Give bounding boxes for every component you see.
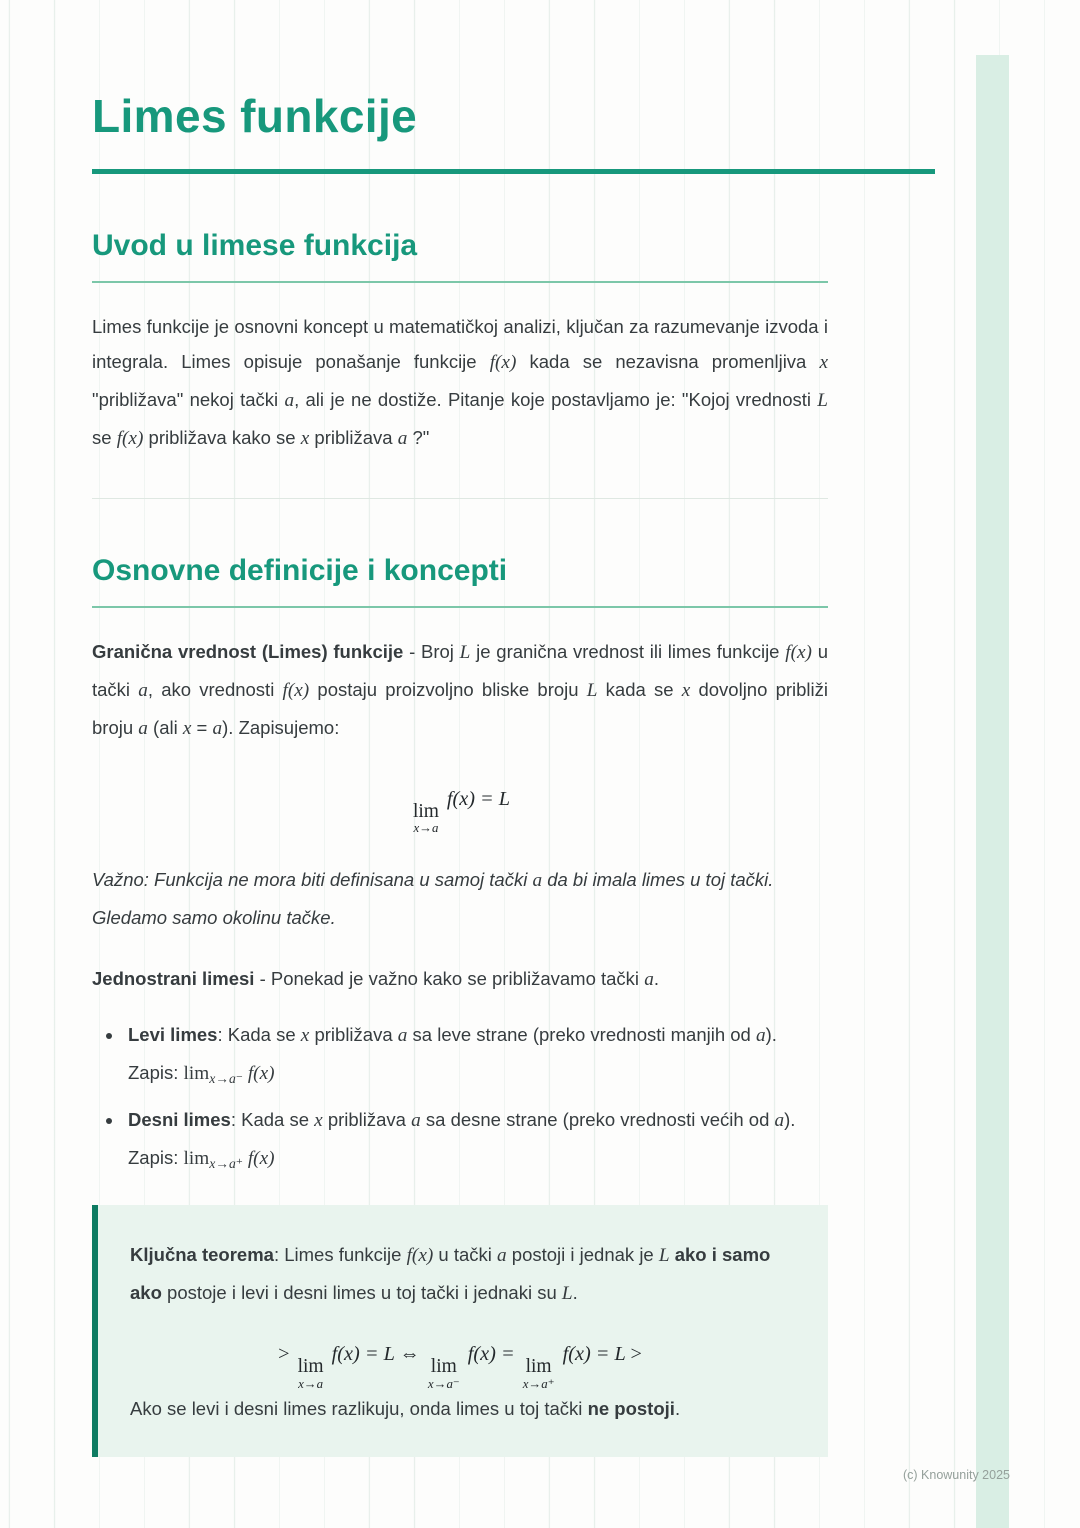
text-segment: x <box>300 428 310 450</box>
text-segment: ⇔ <box>399 1343 425 1366</box>
text-segment: Ako se levi i desni limes razlikuju, onda limes u toj tački <box>130 1398 588 1420</box>
text-segment: : Kada se <box>230 1109 315 1131</box>
text-segment: f(x) = <box>462 1343 520 1366</box>
limit-operator: lim x→a⁺ <box>522 1356 555 1391</box>
text-segment: f(x) <box>282 680 310 702</box>
text-segment: sa desne strane (preko vrednosti većih od <box>420 1109 775 1131</box>
definition-paragraph <box>92 634 828 748</box>
text-segment: x→a⁺ <box>209 1155 244 1171</box>
text-segment: Jednostrani limesi <box>92 968 255 990</box>
text-segment: Granična vrednost (Limes) funkcije <box>92 641 404 663</box>
text-segment: a <box>284 390 295 412</box>
text-segment: a <box>397 428 408 450</box>
text-segment: a <box>138 680 148 702</box>
list-item-levi-limes <box>124 1017 828 1092</box>
text-segment: , ali je ne dostiže. Pitanje koje postavljamo je: "Kojoj vrednosti <box>294 389 818 411</box>
text-segment: a <box>644 969 654 991</box>
text-segment: L <box>817 390 828 412</box>
text-segment: Desni limes <box>128 1109 231 1131</box>
text-segment: ?" <box>407 427 430 449</box>
text-segment: x <box>819 352 828 374</box>
text-segment: f(x) <box>406 1245 434 1267</box>
text-segment: . <box>674 1398 681 1420</box>
text-segment: > <box>630 1343 642 1366</box>
text-segment: u tački <box>433 1244 498 1266</box>
text-segment: u tački <box>92 641 828 701</box>
text-segment: f(x) <box>785 642 812 664</box>
jednostrani-paragraph <box>92 961 828 999</box>
text-segment: postaju proizvoljno bliske broju <box>309 679 587 701</box>
text-segment: a <box>497 1245 507 1267</box>
text-segment: Ključna teorema <box>130 1244 274 1266</box>
text-segment: se <box>92 427 117 449</box>
limit-formula-display <box>92 788 828 836</box>
text-segment: a <box>138 718 148 740</box>
limit-operator: lim x→a <box>412 801 439 836</box>
text-segment: lim <box>183 1147 210 1169</box>
title-underline-rule <box>92 169 935 174</box>
limits-list <box>92 1017 828 1177</box>
text-segment: a <box>397 1025 408 1047</box>
text-segment: (ali <box>147 717 183 739</box>
text-segment: približava <box>309 1024 398 1046</box>
text-segment: da bi imala limes u toj tački. Gledamo samo okolinu tačke. <box>92 869 774 928</box>
section-heading-uvod: Uvod u limese funkcija <box>92 228 828 283</box>
text-segment: L <box>459 642 471 664</box>
text-segment: postoje i levi i desni limes u toj tački i jednaki su <box>161 1282 562 1304</box>
text-segment: : Kada se <box>217 1024 301 1046</box>
text-segment: L <box>658 1245 670 1267</box>
text-segment: lim <box>183 1062 210 1084</box>
right-margin-strip <box>976 55 1009 1528</box>
text-segment: sa leve strane (preko vrednosti manjih od <box>407 1024 756 1046</box>
text-segment: , ako vrednosti <box>147 679 283 701</box>
callout-conclusion <box>130 1391 790 1427</box>
text-segment: a <box>212 718 223 740</box>
text-segment: - Broj <box>403 641 460 663</box>
text-segment: postoji i jednak je <box>506 1244 659 1266</box>
text-segment: f(x) = L <box>326 1343 400 1366</box>
text-segment: Važno: Funkcija ne mora biti definisana u samoj tački <box>92 869 533 890</box>
text-segment: = <box>191 717 213 739</box>
text-segment: "približava" nekoj tački <box>92 389 285 411</box>
text-segment: ako i samo ako <box>130 1244 771 1304</box>
text-segment: f(x) <box>489 352 517 374</box>
page-title: Limes funkcije <box>92 90 418 142</box>
text-segment: . <box>653 968 659 990</box>
limit-operator: lim x→a⁻ <box>427 1356 460 1391</box>
text-segment: > <box>278 1343 295 1366</box>
text-segment: ). Zapis: <box>128 1109 796 1168</box>
content-column <box>92 0 828 1457</box>
text-segment: L <box>586 680 598 702</box>
text-segment: kada se nezavisna promenljiva <box>516 351 820 373</box>
text-segment: a <box>774 1110 785 1132</box>
text-segment: je granična vrednost ili limes funkcije <box>470 641 786 663</box>
text-segment: f(x) <box>243 1062 275 1084</box>
text-segment: dovoljno približi broju <box>92 679 829 739</box>
text-segment: x→a⁻ <box>209 1070 244 1086</box>
theorem-callout <box>92 1205 828 1456</box>
text-segment: ). Zapis: <box>128 1024 777 1083</box>
text-segment: približava <box>309 427 398 449</box>
text-segment: f(x) = L <box>557 1343 631 1366</box>
section-divider <box>92 498 828 499</box>
text-segment: . <box>572 1282 578 1304</box>
text-segment: ). Zapisujemo: <box>222 717 340 739</box>
text-segment: x <box>314 1110 323 1132</box>
text-segment: ne postoji <box>587 1398 675 1420</box>
text-segment: L <box>561 1283 573 1305</box>
text-segment: f(x) = L <box>446 787 511 810</box>
text-segment: a <box>411 1110 421 1132</box>
text-segment: f(x) <box>116 428 144 450</box>
section-heading-osnovne: Osnovne definicije i koncepti <box>92 553 828 608</box>
text-segment: Limes funkcije je osnovni koncept u matematičkoj analizi, ključan za razumevanje izvoda i integrala. Limes opisuje ponašanje funkcije <box>92 315 828 373</box>
text-segment: kada se <box>597 679 682 701</box>
callout-theorem-paragraph <box>130 1237 790 1313</box>
text-segment: x <box>300 1025 310 1047</box>
text-segment: približava <box>322 1109 412 1131</box>
text-segment: a <box>755 1025 766 1047</box>
callout-formula <box>130 1343 790 1391</box>
text-segment: : Limes funkcije <box>273 1244 407 1266</box>
intro-paragraph <box>92 309 828 458</box>
text-segment: Levi limes <box>128 1024 218 1046</box>
text-segment: - Ponekad je važno kako se približavamo tački <box>254 968 645 990</box>
vazno-note <box>92 862 828 935</box>
limit-operator: lim x→a <box>297 1356 324 1391</box>
text-segment: a <box>532 870 543 891</box>
text-segment: f(x) <box>243 1147 275 1169</box>
text-segment: x <box>681 680 691 702</box>
text-segment: približava kako se <box>143 427 301 449</box>
text-segment: x <box>182 718 192 740</box>
footer-copyright: (c) Knowunity 2025 <box>902 1468 1010 1482</box>
list-item-desni-limes <box>124 1102 828 1177</box>
